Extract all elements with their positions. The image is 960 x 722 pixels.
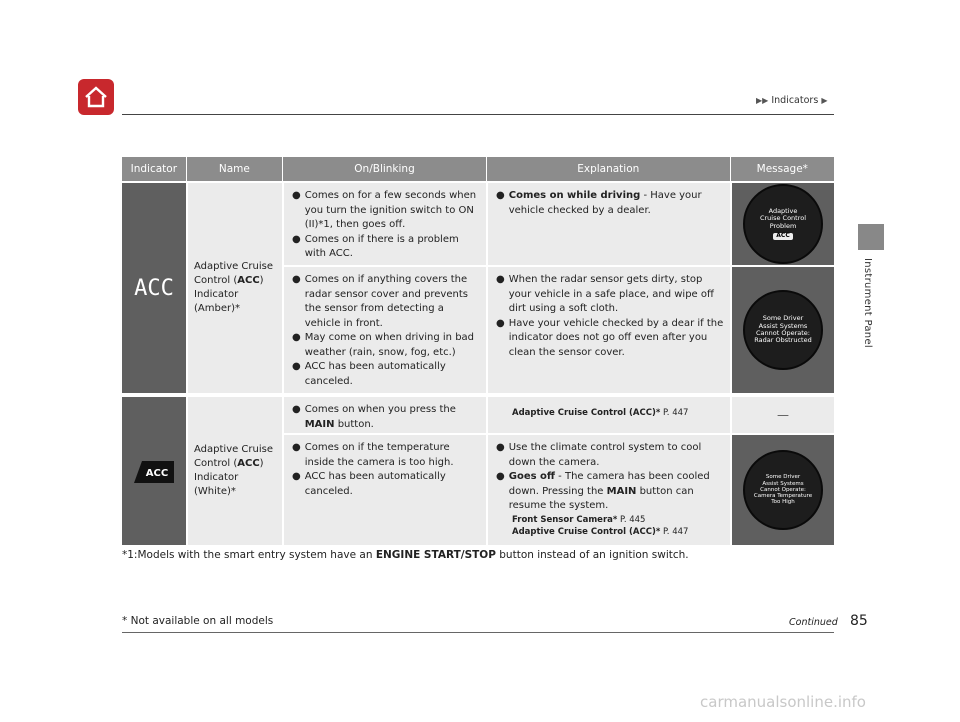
explanation-cell: ● When the radar sensor gets dirty, stop your vehicle in a safe place, and wipe off dirt using a soft cloth. ● Have your vehicle checked by a dear if the indicator does not go off even after you clean the sensor cover. bbox=[488, 267, 730, 393]
continued-label: Continued bbox=[789, 617, 838, 628]
breadcrumb[interactable]: ▶▶ Indicators ▶ bbox=[756, 95, 828, 106]
indicator-name: Adaptive Cruise Control (ACC) Indicator (White)* bbox=[188, 397, 282, 545]
radar-obstructed-message-display: Some Driver Assist Systems Cannot Operate: Radar Obstructed bbox=[743, 290, 823, 370]
column-header: Message* bbox=[756, 163, 808, 175]
acc-car-icon bbox=[130, 457, 178, 485]
footnote: *1:Models with the smart entry system have an ENGINE START/STOP button instead of an ignition switch. bbox=[122, 549, 689, 561]
breadcrumb-label: Indicators bbox=[771, 95, 819, 106]
explanation-cell: ● Use the climate control system to cool down the camera. ● Goes off - The camera has been cooled down. Pressing the MAIN button can resume the system. Front Sensor Camera* P. 445 Adaptive Cruise Control (ACC)* P. 447 bbox=[488, 435, 730, 545]
message-cell bbox=[732, 267, 834, 393]
section-label: Instrument Panel bbox=[862, 258, 873, 348]
footer-divider bbox=[122, 632, 834, 633]
page-reference-link[interactable]: Adaptive Cruise Control (ACC)* P. 447 bbox=[512, 408, 689, 418]
on-blinking-cell: ● Comes on if the temperature inside the camera is too high. ● ACC has been automatically canceled. bbox=[284, 435, 486, 545]
message-cell: — bbox=[732, 397, 834, 433]
on-blinking-cell: ● Comes on if anything covers the radar sensor cover and prevents the sensor from detecting a vehicle in front. ● May come on when driving in bad weather (rain, snow, fog, etc.) ● ACC has been automatically canceled. bbox=[284, 267, 486, 393]
page-number: 85 bbox=[850, 613, 868, 629]
page-reference-link[interactable]: Adaptive Cruise Control (ACC)* P. 447 bbox=[512, 527, 689, 538]
section-tab[interactable] bbox=[858, 224, 884, 250]
explanation-cell bbox=[488, 397, 730, 433]
header-divider bbox=[122, 114, 834, 115]
acc-amber-indicator-icon: ACC bbox=[122, 183, 186, 393]
on-blinking-cell: ● Comes on for a few seconds when you turn the ignition switch to ON (II)*1, then goes off. ● Comes on if there is a problem with ACC. bbox=[284, 183, 486, 265]
camera-temperature-message-display: Some Driver Assist Systems Cannot Operate: Camera Temperature Too High bbox=[743, 450, 823, 530]
column-header: Name bbox=[187, 157, 283, 181]
acc-white-indicator-icon bbox=[122, 397, 186, 545]
availability-note: * Not available on all models bbox=[122, 615, 274, 627]
explanation-cell: ● Comes on while driving - Have your vehicle checked by a dealer. bbox=[488, 183, 730, 265]
table-header bbox=[122, 157, 834, 181]
indicator-name: Adaptive Cruise Control (ACC) Indicator (Amber)* bbox=[188, 183, 282, 393]
message-cell bbox=[732, 183, 834, 265]
indicator-table bbox=[122, 157, 834, 538]
column-header: Indicator bbox=[122, 157, 187, 181]
message-cell bbox=[732, 435, 834, 545]
table-row bbox=[122, 183, 834, 393]
column-header: Explanation bbox=[487, 157, 731, 181]
svg-text:ACC: ACC bbox=[145, 468, 169, 479]
page-reference-link[interactable]: Front Sensor Camera* P. 445 bbox=[512, 514, 646, 525]
table-row bbox=[122, 397, 834, 545]
column-header: On/Blinking bbox=[283, 157, 487, 181]
acc-problem-message-display: Adaptive Cruise Control Problem ACC bbox=[743, 184, 823, 264]
home-icon bbox=[84, 86, 108, 108]
home-button[interactable] bbox=[78, 79, 114, 115]
watermark: carmanualsonline.info bbox=[700, 693, 866, 711]
on-blinking-cell: ● Comes on when you press the MAIN button. bbox=[284, 397, 486, 433]
